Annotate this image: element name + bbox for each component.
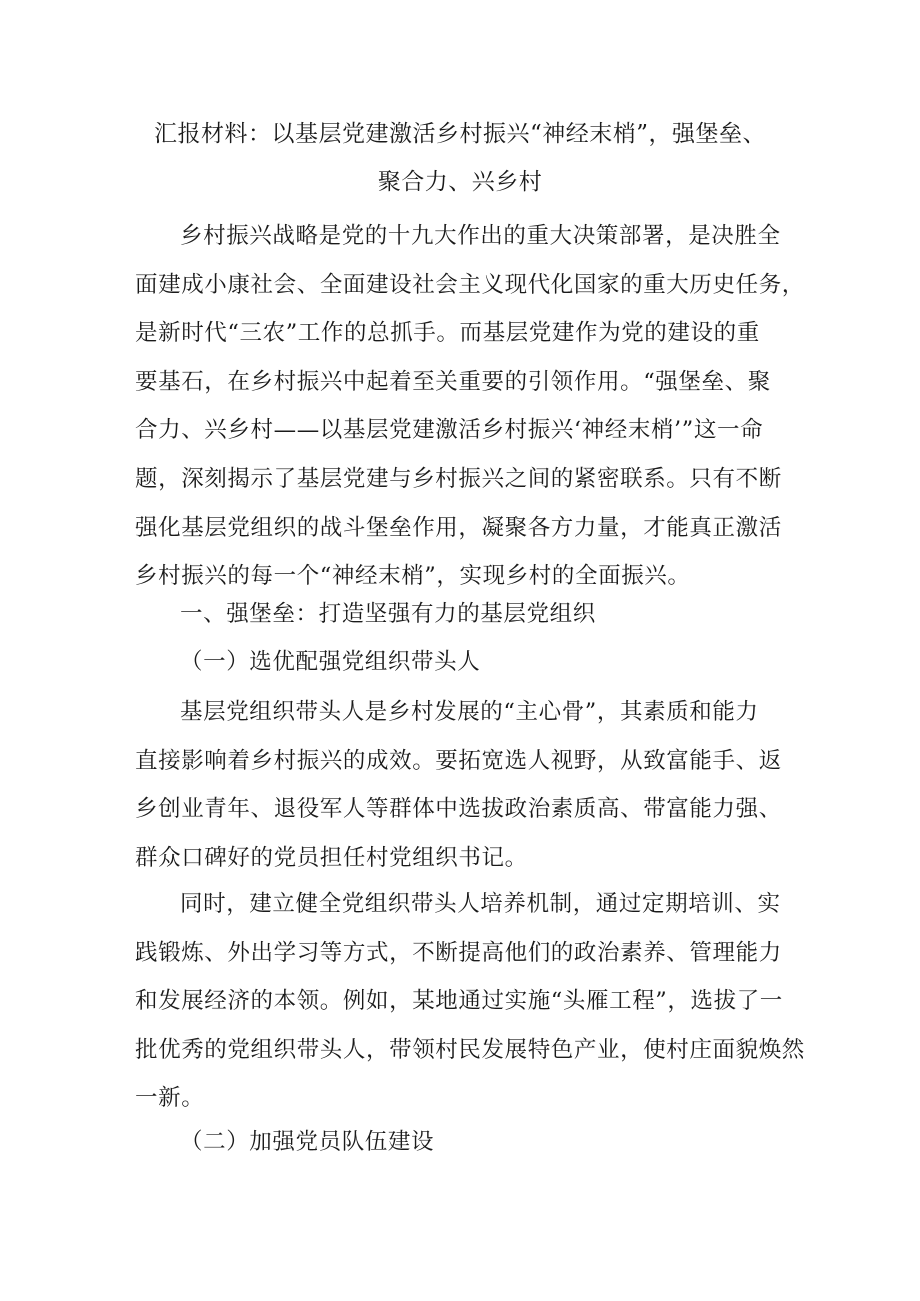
intro-line: 乡村振兴的每一个“神经末梢”，实现乡村的全面振兴。 bbox=[135, 563, 691, 590]
intro-line: 题，深刻揭示了基层党建与乡村振兴之间的紧密联系。只有不断 bbox=[135, 465, 782, 492]
document-title bbox=[120, 110, 800, 206]
intro-line: 合力、兴乡村——以基层党建激活乡村振兴‘神经末梢’”这一命 bbox=[135, 417, 764, 444]
paragraph-line: 和发展经济的本领。例如，某地通过实施“头雁工程”，选拔了一 bbox=[135, 988, 783, 1015]
subsection-1-paragraph-2 bbox=[135, 880, 805, 1123]
section-1-heading: 一、强堡垒：打造坚强有力的基层党组织 bbox=[180, 601, 596, 627]
intro-line: 强化基层党组织的战斗堡垒作用，凝聚各方力量，才能真正激活 bbox=[135, 514, 782, 541]
paragraph-line: 基层党组织带头人是乡村发展的“主心骨”，其素质和能力 bbox=[180, 699, 759, 725]
title-line-1: 汇报材料：以基层党建激活乡村振兴“神经末梢”，强堡垒、 bbox=[153, 121, 767, 147]
intro-paragraph bbox=[135, 212, 805, 601]
subsection-1-paragraph-1 bbox=[135, 688, 795, 882]
paragraph-line: 践锻炼、外出学习等方式，不断提高他们的政治素养、管理能力 bbox=[135, 939, 782, 966]
title-line-2: 聚合力、兴乡村 bbox=[377, 169, 543, 195]
subsection-2-heading: （二）加强党员队伍建设 bbox=[180, 1129, 435, 1155]
paragraph-line: 批优秀的党组织带头人，带领村民发展特色产业，使村庄面貌焕然 bbox=[135, 1036, 805, 1063]
intro-line: 乡村振兴战略是党的十九大作出的重大决策部署，是决胜全 bbox=[180, 223, 781, 249]
intro-line: 是新时代“三农”工作的总抓手。而基层党建作为党的建设的重 bbox=[135, 320, 760, 347]
paragraph-line: 同时，建立健全党组织带头人培养机制，通过定期培训、实 bbox=[180, 891, 781, 917]
subsection-1-heading: （一）选优配强党组织带头人 bbox=[180, 649, 481, 675]
paragraph-line: 群众口碑好的党员担任村党组织书记。 bbox=[135, 844, 528, 871]
intro-line: 要基石，在乡村振兴中起着至关重要的引领作用。“强堡垒、聚 bbox=[135, 368, 771, 395]
paragraph-line: 乡创业青年、退役军人等群体中选拔政治素质高、带富能力强、 bbox=[135, 796, 782, 823]
intro-line: 面建成小康社会、全面建设社会主义现代化国家的重大历史任务， bbox=[135, 271, 805, 298]
paragraph-line: 一新。 bbox=[135, 1085, 205, 1112]
paragraph-line: 直接影响着乡村振兴的成效。要拓宽选人视野，从致富能手、返 bbox=[135, 747, 782, 774]
